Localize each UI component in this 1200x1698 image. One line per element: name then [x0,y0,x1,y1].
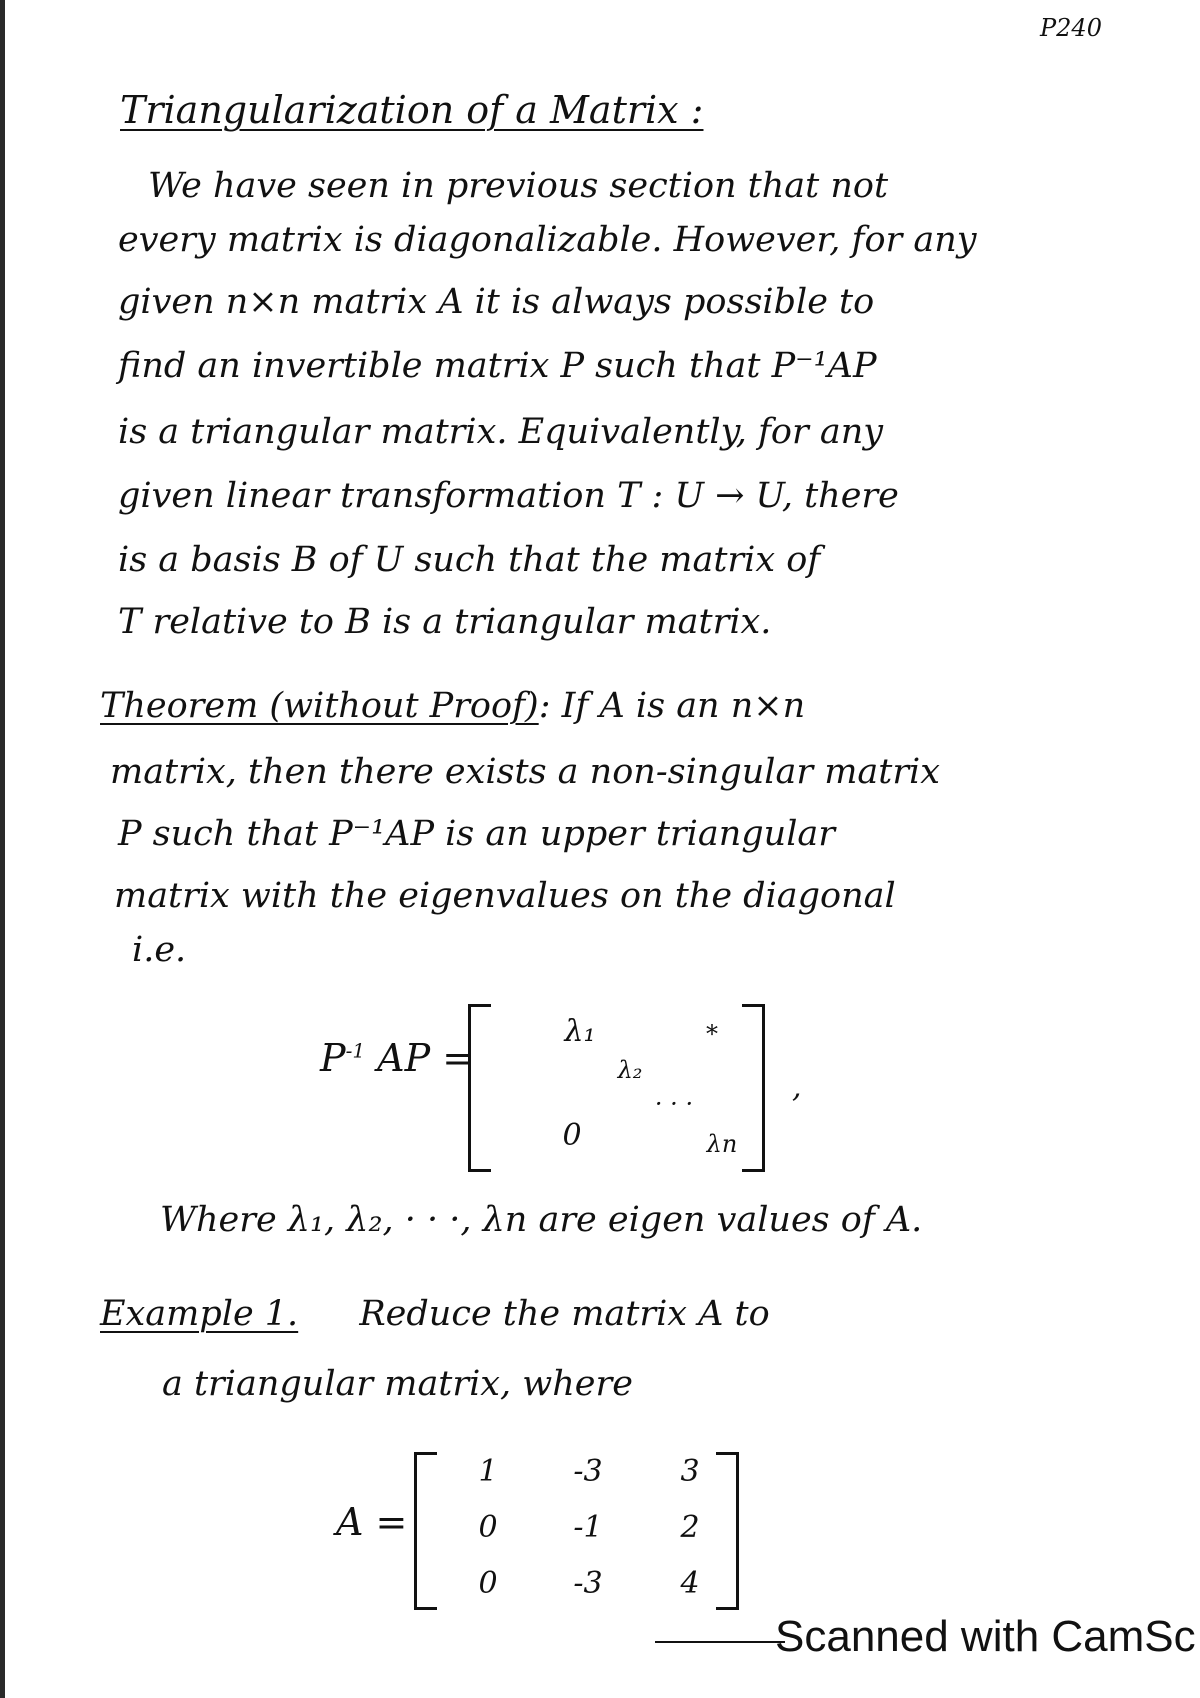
example-label: Example 1. [100,1294,299,1334]
intro-line: every matrix is diagonalizable. However, for any [118,220,977,260]
matrix-entry-star: * [706,1020,718,1048]
right-bracket [716,1452,739,1610]
matrix-a-entry: -1 [573,1510,603,1545]
matrix-entry-lambdan: λn [706,1130,738,1158]
scanner-watermark: Scanned with CamSc [775,1612,1196,1661]
intro-line: given n×n matrix A it is always possible to [118,282,875,322]
section-title: Triangularization of a Matrix : [120,88,704,132]
matrix-entry-dots: · · · [654,1090,694,1118]
example-first-line [100,1294,770,1334]
right-bracket [742,1004,765,1172]
theorem-line: matrix, then there exists a non-singular matrix [110,752,940,792]
left-bracket [468,1004,491,1172]
matrix-a-entry: 0 [478,1566,498,1601]
theorem-label: Theorem (without Proof) [100,686,539,726]
intro-line: We have seen in previous section that not [148,166,889,206]
matrix-a-entry: 3 [680,1454,700,1489]
theorem-first-line [100,686,805,726]
intro-line: find an invertible matrix P such that P⁻¹AP [118,346,877,386]
intro-line: T relative to B is a triangular matrix. [118,602,772,642]
theorem-line: P such that P⁻¹AP is an upper triangular [118,814,835,854]
example-line: a triangular matrix, where [162,1364,633,1404]
footer-rule [655,1641,785,1643]
equation-comma: , [792,1070,802,1105]
example-text: Reduce the matrix A to [359,1294,770,1334]
scan-edge [0,0,5,1698]
page-number: P240 [1040,14,1102,42]
matrix-a-entry: 2 [680,1510,700,1545]
theorem-line: matrix with the eigenvalues on the diagonal [114,876,896,916]
theorem-first-line-rest: : If A is an n×n [538,686,806,726]
matrix-a-entry: 1 [478,1454,498,1489]
theorem-line: i.e. [132,930,187,970]
intro-line: is a triangular matrix. Equivalently, for any [118,412,884,452]
matrix-entry-lambda1: λ₁ [564,1014,596,1049]
matrix-a-entry: -3 [573,1566,603,1601]
equation-lhs: $P^{-1}$ AP = [320,1036,475,1080]
intro-line: given linear transformation T : U → U, there [118,476,899,516]
eigenvalues-note: Where λ₁, λ₂, · · ·, λn are eigen values of A. [160,1200,923,1240]
matrix-entry-lambda2: λ₂ [617,1056,643,1084]
matrix-a-entry: 4 [680,1566,700,1601]
matrix-a-lhs: A = [336,1500,408,1544]
intro-line: is a basis B of U such that the matrix of [118,540,821,580]
matrix-a-entry: -3 [573,1454,603,1489]
matrix-a-entry: 0 [478,1510,498,1545]
matrix-entry-zero: 0 [562,1118,582,1153]
left-bracket [414,1452,437,1610]
